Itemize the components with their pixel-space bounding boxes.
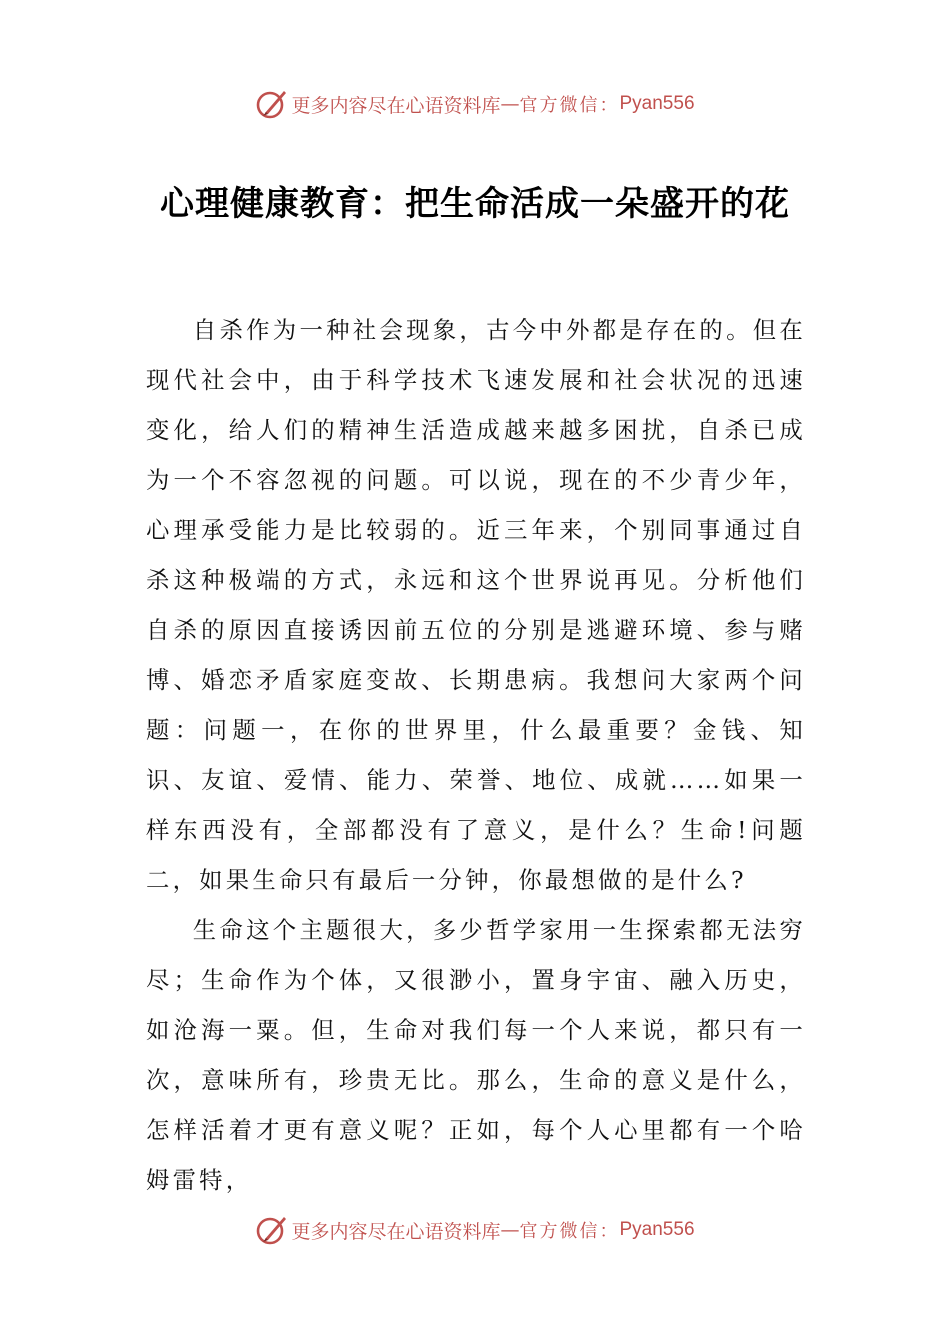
watermark-site: 更多内容尽在心语资料库 xyxy=(291,94,501,117)
watermark-wechat-label: 官方微信： xyxy=(519,1221,620,1242)
quill-logo-icon xyxy=(255,1213,289,1247)
paragraph: 自杀作为一种社会现象，古今中外都是存在的。但在现代社会中，由于科学技术飞速发展和社会状况的迅速变化，给人们的精神生活造成越来越多困扰，自杀已成为一个不容忽视的问题。可以说，现在的不少青少年，心理承受能力是比较弱的。近三年来，个别同事通过自杀这种极端的方式，永远和这个世界说再见。分析他们自杀的原因直接诱因前五位的分别是逃避环境、参与赌博、婚恋矛盾家庭变故、长期患病。我想问大家两个问题：问题一，在你的世界里，什么最重要？金钱、知识、友谊、爱情、能力、荣誉、地位、成就……如果一样东西没有，全部都没有了意义，是什么？生命!问题二，如果生命只有最后一分钟，你最想做的是什么? xyxy=(146,316,806,894)
quill-logo-icon xyxy=(255,87,289,121)
document-body xyxy=(146,305,806,1205)
watermark-wechat-label: 官方微信： xyxy=(519,95,620,116)
watermark-dash: — xyxy=(500,93,520,115)
watermark-wechat-id: Pyan556 xyxy=(619,1219,695,1240)
document-title: 心理健康教育：把生命活成一朵盛开的花 xyxy=(160,184,790,224)
watermark-dash: — xyxy=(500,1219,520,1241)
header-watermark xyxy=(0,84,950,124)
paragraph: 生命这个主题很大，多少哲学家用一生探索都无法穷尽；生命作为个体，又很渺小，置身宇宙、融入历史，如沧海一粟。但，生命对我们每一个人来说，都只有一次，意味所有，珍贵无比。那么，生命的意义是什么，怎样活着才更有意义呢？正如，每个人心里都有一个哈姆雷特， xyxy=(146,916,806,1194)
footer-watermark xyxy=(0,1210,950,1250)
watermark-site: 更多内容尽在心语资料库 xyxy=(291,1220,501,1243)
watermark-wechat-id: Pyan556 xyxy=(619,93,695,114)
